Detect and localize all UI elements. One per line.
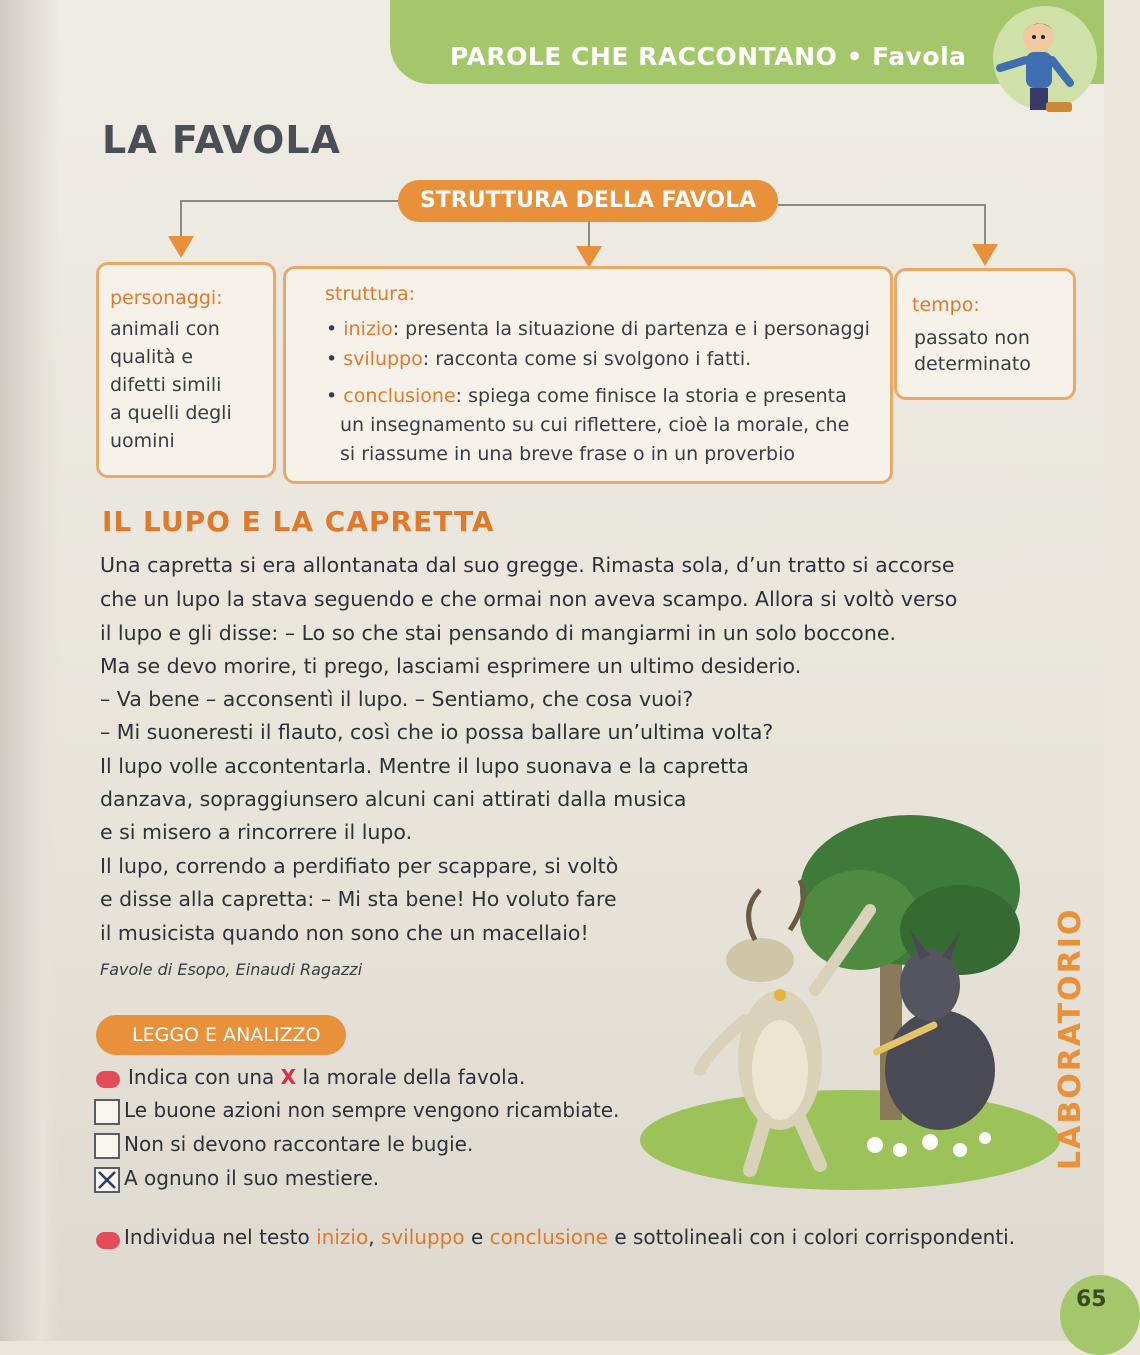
x-mark-icon [96, 1169, 118, 1191]
option-text: Non si devono raccontare le bugie. [124, 1132, 474, 1156]
struttura-continuation: un insegnamento su cui riflettere, cioè la morale, che [340, 414, 850, 436]
laboratorio-side-label [1053, 820, 1100, 1180]
personaggi-line: difetti simili [110, 374, 222, 396]
option-text: A ognuno il suo mestiere. [124, 1166, 380, 1190]
task-1-prefix: Indica con una [128, 1065, 281, 1089]
task-2-keyword: conclusione [489, 1225, 608, 1249]
task-bullet-icon [96, 1071, 120, 1088]
personaggi-line: animali con [110, 318, 220, 340]
connector-line-left [180, 200, 398, 202]
tempo-line: determinato [914, 353, 1031, 375]
personaggi-label: personaggi: [110, 287, 223, 309]
task-1-suffix: la morale della favola. [296, 1065, 526, 1089]
story-line: Il lupo volle accontentarla. Mentre il lupo suonava e la capretta [100, 754, 749, 778]
story-line: il musicista quando non sono che un macellaio! [100, 921, 589, 945]
option-checkbox-checked[interactable] [94, 1167, 120, 1193]
story-line: danzava, sopraggiunsero alcuni cani attirati dalla musica [100, 787, 687, 811]
story-line: Ma se devo morire, ti prego, lasciami esprimere un ultimo desiderio. [100, 654, 802, 678]
keyword: inizio [343, 318, 393, 340]
wolf-and-goat-illustration [630, 820, 1060, 1190]
tempo-line: passato non [914, 327, 1030, 349]
task-2-part: e [464, 1225, 490, 1249]
arrow-down-icon [576, 246, 602, 268]
laboratorio-text: LABORATORIO [1053, 907, 1088, 1170]
story-line: Il lupo, correndo a perdifiato per scappare, si voltò [100, 854, 619, 878]
story-line: che un lupo la stava seguendo e che ormai non aveva scampo. Allora si voltò verso [100, 587, 958, 611]
story-line: e si misero a rincorrere il lupo. [100, 820, 413, 844]
personaggi-line: qualità e [110, 346, 194, 368]
task-2-part: Individua nel testo [124, 1225, 317, 1249]
struttura-item-conclusione: • conclusione: spiega come finisce la storia e presenta [326, 385, 847, 407]
arrow-down-icon [972, 244, 998, 266]
item-text: : spiega come finisce la storia e presenta [455, 385, 847, 407]
item-text: : presenta la situazione di partenza e i personaggi [392, 318, 870, 340]
option-text: Le buone azioni non sempre vengono ricambiate. [124, 1098, 620, 1122]
arrow-down-icon [168, 236, 194, 258]
task-2-keyword: sviluppo [380, 1225, 465, 1249]
struttura-continuation: si riassume in una breve frase o in un proverbio [340, 443, 795, 465]
struttura-item-inizio: • inizio: presenta la situazione di partenza e i personaggi [326, 318, 870, 340]
connector-vert-center [588, 222, 590, 246]
task-2-part: , [368, 1225, 381, 1249]
header-title: PAROLE CHE RACCONTANO • Favola [450, 42, 967, 71]
structure-heading: STRUTTURA DELLA FAVOLA [398, 180, 778, 222]
page-title: LA FAVOLA [102, 118, 341, 162]
option-checkbox[interactable] [94, 1099, 120, 1125]
story-line: il lupo e gli disse: – Lo so che stai pensando di mangiarmi in un solo boccone. [100, 621, 896, 645]
story-line: e disse alla capretta: – Mi sta bene! Ho voluto fare [100, 887, 617, 911]
task-2-text [124, 1225, 1015, 1249]
struttura-item-sviluppo: • sviluppo: racconta come si svolgono i fatti. [326, 348, 752, 370]
story-line: – Mi suoneresti il flauto, così che io possa ballare un’ultima volta? [100, 720, 774, 744]
connector-line-right [778, 204, 986, 206]
connector-vert-right [984, 204, 986, 244]
option-checkbox[interactable] [94, 1133, 120, 1159]
keyword: sviluppo [343, 348, 423, 370]
task-bullet-icon [96, 1232, 120, 1249]
connector-vert-left [180, 200, 182, 236]
book-spine-shadow [0, 0, 60, 1341]
task-1-mark: X [280, 1065, 297, 1089]
personaggi-line: a quelli degli [110, 402, 232, 424]
keyword: conclusione [343, 385, 456, 407]
story-line: – Va bene – acconsentì il lupo. – Sentiamo, che cosa vuoi? [100, 687, 694, 711]
page-number: 65 [1076, 1287, 1107, 1312]
task-1-text [128, 1065, 525, 1089]
boy-mascot-icon [990, 8, 1100, 120]
struttura-label: struttura: [325, 283, 415, 305]
task-2-part: e sottolineali con i colori corrispondenti. [607, 1225, 1016, 1249]
story-title: IL LUPO E LA CAPRETTA [102, 505, 495, 538]
tempo-label: tempo: [912, 294, 980, 316]
exercise-heading: LEGGO E ANALIZZO [96, 1015, 346, 1055]
story-source: Favole di Esopo, Einaudi Ragazzi [100, 960, 363, 979]
task-2-keyword: inizio [316, 1225, 369, 1249]
personaggi-line: uomini [110, 430, 175, 452]
story-line: Una capretta si era allontanata dal suo gregge. Rimasta sola, d’un tratto si accorse [100, 553, 955, 577]
item-text: : racconta come si svolgono i fatti. [422, 348, 752, 370]
